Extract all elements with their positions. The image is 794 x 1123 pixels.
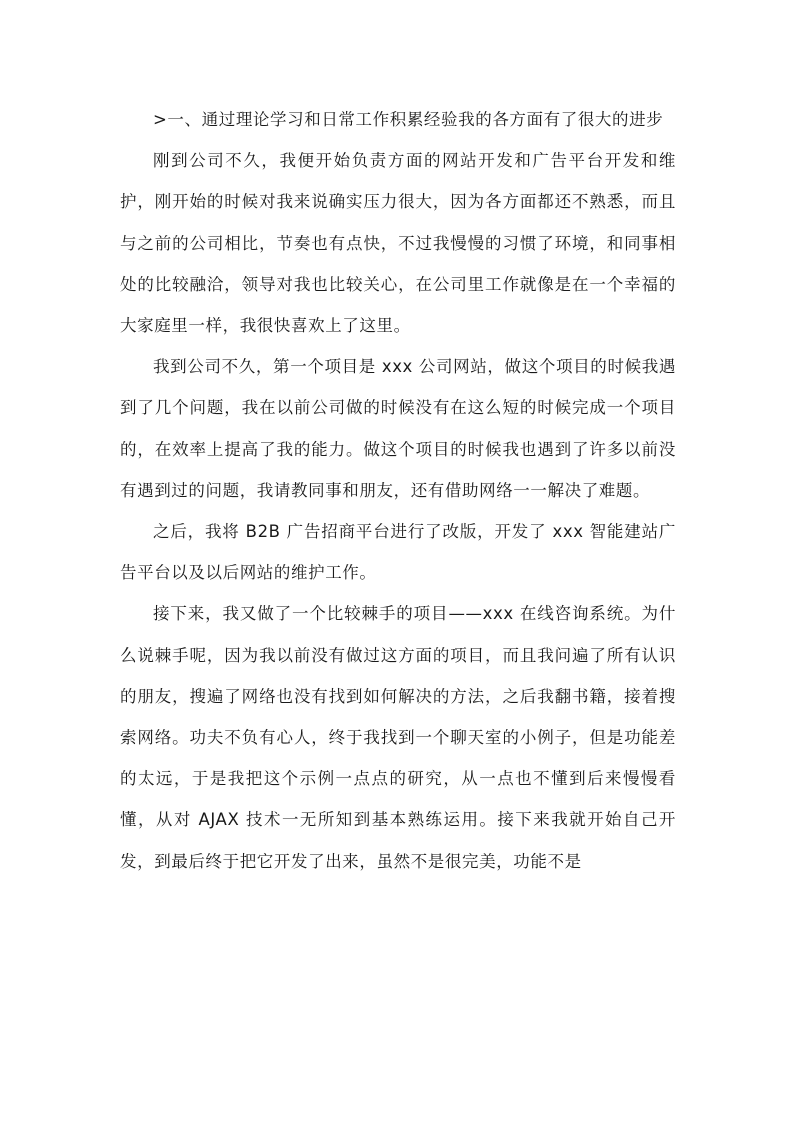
body-paragraph: 之后，我将 B2B 广告招商平台进行了改版，开发了 xxx 智能建站广告平台以及以后网站的维护工作。 <box>120 522 676 583</box>
section-heading-paragraph: >一、通过理论学习和日常工作积累经验我的各方面有了很大的进步 <box>153 110 664 129</box>
document-body <box>120 99 676 882</box>
body-paragraph: 接下来，我又做了一个比较棘手的项目——xxx 在线咨询系统。为什么说棘手呢，因为我以前没有做过这方面的项目，而且我问遍了所有认识的朋友，搜遍了网络也没有找到如何解决的方法，之后我翻书籍，接着搜索网络。功夫不负有心人，终于我找到一个聊天室的小例子，但是功能差的太远，于是我把这个示例一点点的研究，从一点也不懂到后来慢慢看懂，从对 AJAX 技术一无所知到基本熟练运用。接下来我就开始自己开发，到最后终于把它开发了出来，虽然不是很完美，功能不是 <box>120 604 676 871</box>
body-paragraph: 我到公司不久，第一个项目是 xxx 公司网站，做这个项目的时候我遇到了几个问题，我在以前公司做的时候没有在这么短的时候完成一个项目的，在效率上提高了我的能力。做这个项目的时候我也遇到了许多以前没有遇到过的问题，我请教同事和朋友，还有借助网络一一解决了难题。 <box>120 357 676 500</box>
body-paragraph: 刚到公司不久，我便开始负责方面的网站开发和广告平台开发和维护，刚开始的时候对我来说确实压力很大，因为各方面都还不熟悉，而且与之前的公司相比，节奏也有点快，不过我慢慢的习惯了环境，和同事相处的比较融洽，领导对我也比较关心，在公司里工作就像是在一个幸福的大家庭里一样，我很快喜欢上了这里。 <box>120 151 676 336</box>
